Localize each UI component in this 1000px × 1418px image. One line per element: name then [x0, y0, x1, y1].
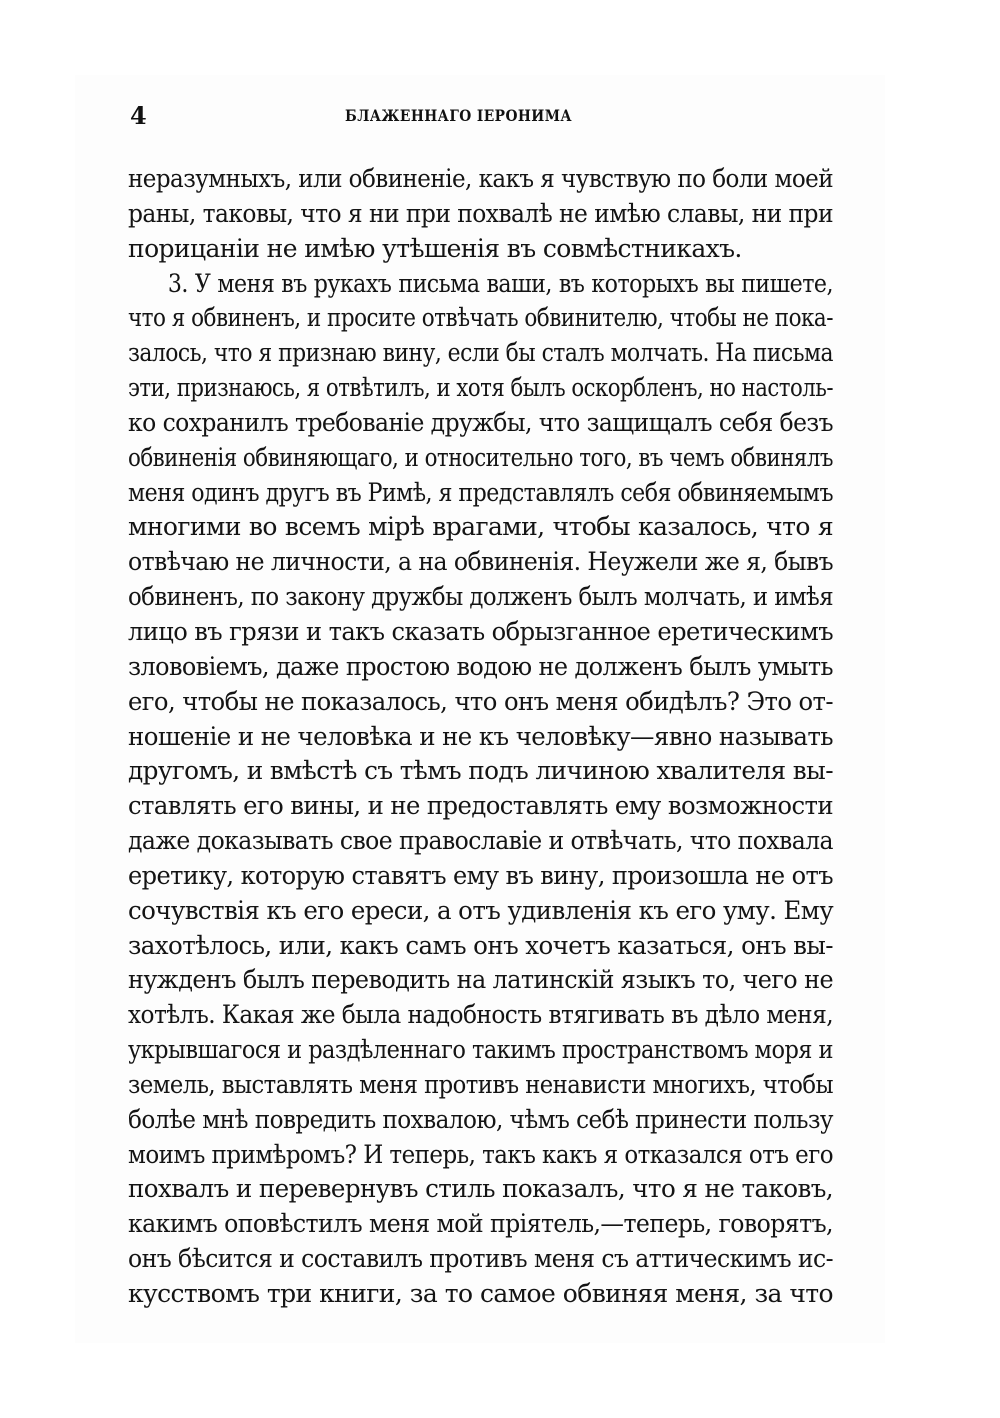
- text-line: залось, что я признаю вину, если бы сталъ молчать. На письма: [128, 338, 833, 368]
- text-line: меня одинъ другъ въ Римѣ, я представлялъ себя обвиняемымъ: [128, 477, 833, 507]
- text-line: хотѣлъ. Какая же была надобность втягивать въ дѣло меня,: [128, 1000, 834, 1030]
- page-number: 4: [130, 101, 147, 130]
- text-line: обвиненія обвиняющаго, и относительно того, въ чемъ обвинялъ: [128, 442, 833, 472]
- text-line: ко сохранилъ требованіе дружбы, что защищалъ себя безъ: [128, 407, 834, 437]
- text-line: эти, признаюсь, я отвѣтилъ, и хотя былъ оскорбленъ, но настоль-: [128, 373, 833, 403]
- text-line: еретику, которую ставятъ ему въ вину, произошла не отъ: [128, 860, 833, 890]
- text-line: другомъ, и вмѣстѣ съ тѣмъ подъ личиною хвалителя вы-: [128, 756, 833, 786]
- text-line: злововіемъ, даже простою водою не долженъ былъ умыть: [128, 651, 834, 681]
- text-line: его, чтобы не показалось, что онъ меня обидѣлъ? Это от-: [128, 686, 834, 716]
- text-line: многими во всемъ мірѣ врагами, чтобы казалось, что я: [128, 512, 833, 542]
- text-line: обвиненъ, по закону дружбы долженъ былъ молчать, и имѣя: [128, 582, 834, 612]
- text-line: отвѣчаю не личности, а на обвиненія. Неужели же я, бывъ: [128, 547, 833, 577]
- text-line: болѣе мнѣ повредить похвалою, чѣмъ себѣ принести пользу: [128, 1104, 833, 1134]
- text-line: кусствомъ три книги, за то самое обвиняя меня, за что: [128, 1279, 833, 1308]
- paragraph-3: [128, 267, 833, 1312]
- text-line: неразумныхъ, или обвиненіе, какъ я чувствую по боли моей: [128, 164, 834, 193]
- running-title: БЛАЖЕННАГО ІЕРОНИМА: [345, 106, 573, 125]
- text-line: лицо въ грязи и такъ сказать обрызганное еретическимъ: [128, 616, 834, 646]
- body-text: [128, 162, 833, 1312]
- text-line: похвалъ и перевернувъ стиль показалъ, что я не таковъ,: [128, 1174, 833, 1204]
- text-line: ставлять его вины, и не предоставлять ему возможности: [128, 791, 833, 821]
- text-line: онъ бѣсится и составилъ противъ меня съ аттическимъ ис-: [128, 1244, 833, 1274]
- text-line: ношеніе и не человѣка и не къ человѣку—явно называть: [128, 721, 834, 751]
- paragraph-continued: [128, 162, 833, 267]
- text-line: что я обвиненъ, и просите отвѣчать обвинителю, чтобы не пока-: [128, 303, 833, 333]
- text-line: захотѣлось, или, какъ самъ онъ хочетъ казаться, онъ вы-: [128, 930, 833, 960]
- text-line: какимъ оповѣстилъ меня мой пріятель,—теперь, говорятъ,: [128, 1209, 833, 1239]
- running-head: [128, 100, 833, 130]
- text-line: моимъ примѣромъ? И теперь, такъ какъ я отказался отъ его: [128, 1139, 834, 1169]
- text-line: 3. У меня въ рукахъ письма ваши, въ которыхъ вы пишете,: [167, 268, 833, 298]
- text-line: сочувствія къ его ереси, а отъ удивленія къ его уму. Ему: [128, 895, 834, 925]
- text-line: даже доказывать свое православіе и отвѣчать, что похвала: [128, 826, 833, 856]
- text-line: укрывшагося и раздѣленнаго такимъ пространствомъ моря и: [128, 1035, 833, 1065]
- text-line: порицаніи не имѣю утѣшенія въ совмѣстникахъ.: [128, 233, 742, 263]
- text-line: раны, таковы, что я ни при похвалѣ не имѣю славы, ни при: [128, 198, 833, 228]
- text-line: нужденъ былъ переводить на латинскій языкъ то, чего не: [128, 965, 834, 995]
- text-line: земель, выставлять меня противъ ненависти многихъ, чтобы: [128, 1069, 834, 1099]
